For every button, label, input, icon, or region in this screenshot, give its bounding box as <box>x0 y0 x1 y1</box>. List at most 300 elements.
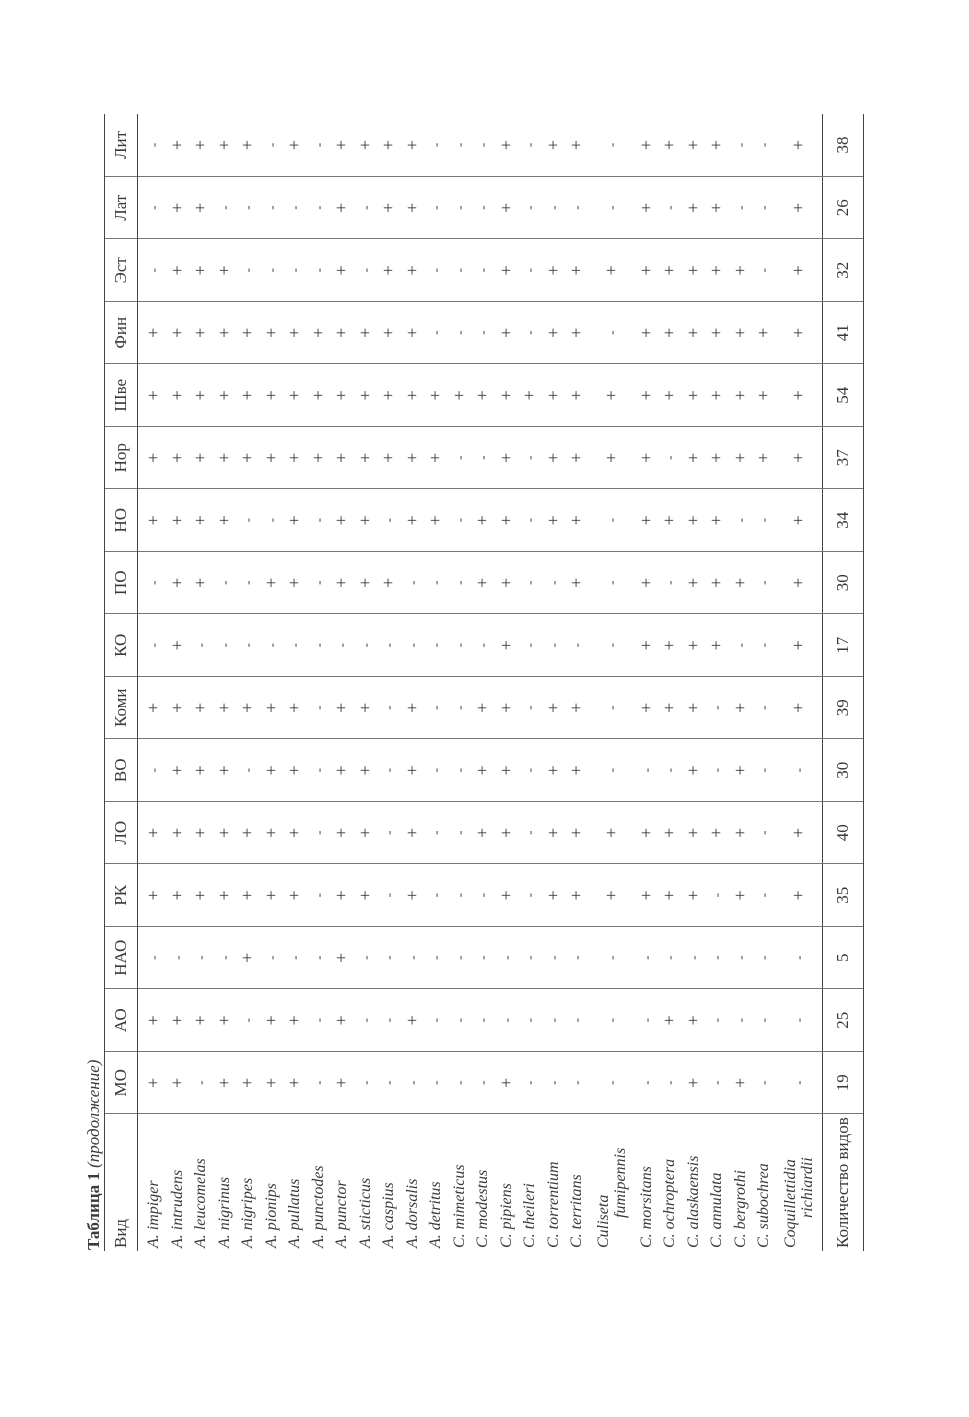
presence-cell: + <box>776 677 823 740</box>
presence-cell: + <box>283 677 307 740</box>
table-row <box>401 114 425 1251</box>
presence-cell: + <box>189 677 213 740</box>
presence-cell: + <box>236 364 260 427</box>
presence-cell: + <box>401 177 425 240</box>
presence-cell: + <box>705 239 729 302</box>
table-row <box>213 114 237 1251</box>
presence-cell: + <box>330 677 354 740</box>
presence-cell: - <box>377 677 401 740</box>
presence-cell: - <box>752 1052 776 1115</box>
header-species: Вид <box>105 1114 138 1251</box>
presence-cell: + <box>166 302 190 365</box>
presence-cell: - <box>236 739 260 802</box>
presence-cell: + <box>471 489 495 552</box>
presence-cell: + <box>401 989 425 1052</box>
presence-cell: + <box>495 364 519 427</box>
presence-cell: + <box>354 802 378 865</box>
presence-cell: - <box>658 927 682 990</box>
presence-cell: - <box>448 989 472 1052</box>
presence-cell: + <box>542 302 566 365</box>
presence-cell: + <box>330 927 354 990</box>
presence-cell: + <box>260 1052 284 1115</box>
presence-cell: + <box>658 864 682 927</box>
species-name: A. nigrinus <box>215 1176 233 1248</box>
presence-cell: + <box>166 739 190 802</box>
presence-cell: + <box>682 989 706 1052</box>
presence-cell: + <box>589 364 635 427</box>
presence-cell: + <box>330 302 354 365</box>
presence-cell: + <box>260 552 284 615</box>
presence-cell: + <box>705 177 729 240</box>
presence-cell: + <box>658 989 682 1052</box>
table-row <box>377 114 401 1251</box>
presence-cell: - <box>589 177 635 240</box>
presence-cell: + <box>495 302 519 365</box>
presence-cell: + <box>448 364 472 427</box>
header-region: Шве <box>105 364 138 427</box>
presence-cell: - <box>283 177 307 240</box>
presence-cell: - <box>424 552 448 615</box>
presence-cell: - <box>236 614 260 677</box>
species-name: C. subochrea <box>755 1163 773 1248</box>
presence-cell: - <box>589 677 635 740</box>
presence-cell: + <box>658 614 682 677</box>
presence-cell: - <box>448 302 472 365</box>
presence-cell: - <box>138 552 166 615</box>
presence-cell: - <box>424 802 448 865</box>
presence-cell: + <box>495 614 519 677</box>
presence-cell: + <box>166 239 190 302</box>
presence-cell: + <box>307 427 331 490</box>
presence-cell: - <box>213 614 237 677</box>
presence-cell: - <box>752 552 776 615</box>
species-name: A. pionips <box>262 1183 280 1248</box>
presence-cell: + <box>213 427 237 490</box>
presence-cell: + <box>705 552 729 615</box>
presence-cell: + <box>236 302 260 365</box>
caption-italic: (продолжение) <box>84 1059 103 1168</box>
presence-cell: - <box>635 927 659 990</box>
presence-cell: + <box>495 739 519 802</box>
table-row <box>729 114 753 1251</box>
presence-cell: + <box>776 302 823 365</box>
presence-cell: - <box>424 614 448 677</box>
total-count: 30 <box>822 552 863 615</box>
presence-cell: + <box>682 302 706 365</box>
presence-cell: + <box>166 1052 190 1115</box>
presence-cell: + <box>729 864 753 927</box>
total-count: 5 <box>822 927 863 990</box>
presence-cell: + <box>260 427 284 490</box>
presence-cell: + <box>658 677 682 740</box>
presence-cell: - <box>518 927 542 990</box>
header-region: Лит <box>105 114 138 177</box>
presence-cell: + <box>283 427 307 490</box>
presence-cell: + <box>283 302 307 365</box>
presence-cell: + <box>307 364 331 427</box>
presence-cell: + <box>401 427 425 490</box>
presence-cell: - <box>589 1052 635 1115</box>
presence-cell: - <box>138 614 166 677</box>
presence-cell: - <box>589 989 635 1052</box>
presence-cell: + <box>705 114 729 177</box>
presence-cell: + <box>589 239 635 302</box>
presence-cell: - <box>307 552 331 615</box>
species-name: A. caspius <box>380 1182 398 1248</box>
presence-cell: + <box>542 739 566 802</box>
presence-cell: + <box>236 802 260 865</box>
presence-cell: + <box>682 802 706 865</box>
presence-cell: - <box>213 552 237 615</box>
presence-cell: + <box>776 864 823 927</box>
presence-cell: - <box>589 302 635 365</box>
presence-cell: - <box>752 239 776 302</box>
presence-cell: + <box>776 177 823 240</box>
presence-cell: + <box>189 239 213 302</box>
presence-cell: + <box>283 864 307 927</box>
totals-label: Количество видов <box>822 1114 863 1251</box>
presence-cell: - <box>424 239 448 302</box>
presence-cell: - <box>565 927 589 990</box>
presence-cell: + <box>635 677 659 740</box>
presence-cell: + <box>377 239 401 302</box>
table-row <box>589 114 635 1251</box>
presence-cell: + <box>682 614 706 677</box>
presence-cell: + <box>307 302 331 365</box>
presence-cell: + <box>729 802 753 865</box>
presence-cell: - <box>518 177 542 240</box>
presence-cell: - <box>448 114 472 177</box>
presence-cell: - <box>542 989 566 1052</box>
presence-cell: - <box>565 177 589 240</box>
presence-cell: + <box>729 364 753 427</box>
presence-cell: + <box>283 802 307 865</box>
presence-cell: + <box>495 489 519 552</box>
presence-cell: + <box>542 677 566 740</box>
presence-cell: + <box>330 552 354 615</box>
total-count: 25 <box>822 989 863 1052</box>
presence-cell: + <box>189 427 213 490</box>
presence-cell: + <box>401 677 425 740</box>
species-name: Culiseta fumipennis <box>589 1114 635 1251</box>
presence-cell: + <box>658 489 682 552</box>
presence-cell: - <box>424 989 448 1052</box>
presence-cell: + <box>213 1052 237 1115</box>
total-count: 37 <box>822 427 863 490</box>
presence-cell: - <box>471 427 495 490</box>
presence-cell: + <box>776 614 823 677</box>
presence-cell: - <box>354 239 378 302</box>
total-count: 17 <box>822 614 863 677</box>
presence-cell: - <box>260 239 284 302</box>
species-name-cont: fumipennis <box>611 1147 629 1218</box>
presence-cell: + <box>495 864 519 927</box>
presence-cell: + <box>354 489 378 552</box>
presence-cell: + <box>189 864 213 927</box>
presence-cell: - <box>138 114 166 177</box>
presence-cell: - <box>307 239 331 302</box>
species-name: C. mimeticus <box>450 1164 468 1248</box>
presence-cell: - <box>260 927 284 990</box>
presence-cell: - <box>542 177 566 240</box>
presence-cell: + <box>682 677 706 740</box>
presence-cell: + <box>776 364 823 427</box>
presence-cell: + <box>565 427 589 490</box>
presence-cell: + <box>213 739 237 802</box>
presence-cell: + <box>377 114 401 177</box>
presence-cell: - <box>448 489 472 552</box>
presence-cell: + <box>283 552 307 615</box>
table-row <box>138 114 166 1251</box>
presence-cell: + <box>330 989 354 1052</box>
presence-cell: - <box>565 1052 589 1115</box>
presence-cell: - <box>658 1052 682 1115</box>
presence-cell: + <box>729 427 753 490</box>
presence-cell: - <box>471 239 495 302</box>
presence-cell: + <box>565 114 589 177</box>
presence-cell: - <box>471 864 495 927</box>
presence-cell: - <box>236 989 260 1052</box>
header-region: ЛО <box>105 802 138 865</box>
presence-cell: - <box>471 989 495 1052</box>
presence-cell: + <box>705 364 729 427</box>
presence-cell: + <box>236 864 260 927</box>
presence-cell: + <box>213 302 237 365</box>
table-caption <box>84 1060 104 1250</box>
presence-cell: - <box>448 927 472 990</box>
presence-cell: + <box>542 489 566 552</box>
presence-cell: - <box>377 802 401 865</box>
presence-cell: + <box>401 302 425 365</box>
presence-cell: - <box>589 614 635 677</box>
presence-cell: - <box>705 927 729 990</box>
presence-cell: - <box>401 552 425 615</box>
presence-cell: - <box>752 989 776 1052</box>
presence-cell: + <box>565 739 589 802</box>
presence-cell: + <box>138 364 166 427</box>
presence-cell: + <box>705 489 729 552</box>
presence-cell: + <box>565 864 589 927</box>
presence-cell: - <box>283 614 307 677</box>
presence-cell: + <box>635 177 659 240</box>
presence-cell: + <box>283 739 307 802</box>
presence-cell: - <box>330 614 354 677</box>
presence-cell: - <box>448 239 472 302</box>
presence-cell: + <box>565 802 589 865</box>
presence-cell: + <box>189 302 213 365</box>
presence-cell: + <box>495 552 519 615</box>
presence-cell: - <box>658 739 682 802</box>
total-count: 30 <box>822 739 863 802</box>
presence-cell: + <box>635 302 659 365</box>
header-region: КО <box>105 614 138 677</box>
species-name: A. detritus <box>427 1181 445 1248</box>
presence-cell: + <box>635 864 659 927</box>
presence-cell: + <box>495 677 519 740</box>
table-row <box>518 114 542 1251</box>
presence-cell: - <box>752 927 776 990</box>
presence-cell: + <box>589 802 635 865</box>
presence-cell: + <box>682 364 706 427</box>
presence-cell: - <box>424 927 448 990</box>
presence-cell: + <box>377 177 401 240</box>
presence-cell: - <box>776 1052 823 1115</box>
presence-cell: + <box>330 427 354 490</box>
species-name: C. alaskaensis <box>684 1155 702 1248</box>
presence-cell: - <box>138 739 166 802</box>
presence-cell: + <box>166 177 190 240</box>
presence-cell: - <box>424 677 448 740</box>
presence-cell: + <box>189 552 213 615</box>
species-name: A. pullatus <box>286 1178 304 1248</box>
presence-cell: + <box>330 802 354 865</box>
presence-cell: + <box>658 364 682 427</box>
presence-cell: - <box>518 552 542 615</box>
presence-cell: + <box>635 114 659 177</box>
presence-cell: + <box>752 302 776 365</box>
presence-cell: + <box>635 427 659 490</box>
presence-cell: - <box>448 677 472 740</box>
presence-cell: - <box>518 677 542 740</box>
species-name: C. annulata <box>708 1172 726 1248</box>
presence-cell: + <box>166 614 190 677</box>
presence-cell: + <box>424 489 448 552</box>
presence-cell: - <box>377 927 401 990</box>
species-name: A. intrudens <box>168 1169 186 1248</box>
presence-cell: - <box>401 927 425 990</box>
species-name: A. dorsalis <box>403 1178 421 1248</box>
presence-cell: - <box>518 864 542 927</box>
presence-cell: + <box>354 552 378 615</box>
presence-cell: - <box>138 177 166 240</box>
table-row <box>682 114 706 1251</box>
presence-cell: + <box>166 114 190 177</box>
presence-cell: - <box>729 489 753 552</box>
presence-cell: + <box>401 864 425 927</box>
table-row <box>424 114 448 1251</box>
presence-cell: + <box>682 1052 706 1115</box>
presence-cell: - <box>471 114 495 177</box>
presence-cell: - <box>377 489 401 552</box>
presence-cell: - <box>635 1052 659 1115</box>
presence-cell: + <box>166 989 190 1052</box>
presence-cell: - <box>307 489 331 552</box>
species-name: A. sticticus <box>356 1177 374 1248</box>
presence-cell: + <box>354 364 378 427</box>
presence-cell: - <box>138 239 166 302</box>
presence-cell: + <box>166 677 190 740</box>
presence-cell: - <box>377 739 401 802</box>
presence-cell: - <box>213 177 237 240</box>
presence-cell: + <box>635 364 659 427</box>
presence-cell: + <box>260 864 284 927</box>
presence-cell: + <box>565 239 589 302</box>
presence-cell: - <box>307 677 331 740</box>
total-count: 41 <box>822 302 863 365</box>
presence-cell: - <box>424 864 448 927</box>
presence-cell: - <box>705 677 729 740</box>
presence-cell: - <box>776 927 823 990</box>
presence-cell: - <box>307 802 331 865</box>
table-row <box>495 114 519 1251</box>
presence-cell: + <box>565 552 589 615</box>
presence-cell: + <box>138 989 166 1052</box>
presence-cell: + <box>213 802 237 865</box>
table-row <box>542 114 566 1251</box>
presence-cell: + <box>682 864 706 927</box>
table-row <box>752 114 776 1251</box>
table-body <box>138 114 823 1251</box>
presence-cell: - <box>354 989 378 1052</box>
presence-cell: - <box>189 1052 213 1115</box>
presence-cell: - <box>495 927 519 990</box>
presence-cell: - <box>307 739 331 802</box>
presence-cell: - <box>518 989 542 1052</box>
totals-row <box>822 114 863 1251</box>
presence-cell: - <box>729 177 753 240</box>
presence-cell: - <box>518 239 542 302</box>
presence-cell: - <box>307 177 331 240</box>
table-row <box>776 114 823 1251</box>
species-name: A. punctor <box>333 1180 351 1248</box>
presence-cell: - <box>518 739 542 802</box>
presence-cell: + <box>330 864 354 927</box>
presence-cell: - <box>377 864 401 927</box>
presence-cell: + <box>260 989 284 1052</box>
presence-cell: - <box>589 739 635 802</box>
presence-cell: - <box>729 927 753 990</box>
presence-cell: + <box>518 364 542 427</box>
presence-cell: - <box>307 927 331 990</box>
presence-cell: + <box>542 802 566 865</box>
presence-cell: + <box>236 427 260 490</box>
presence-cell: + <box>471 364 495 427</box>
presence-cell: + <box>138 489 166 552</box>
table-row <box>354 114 378 1251</box>
presence-cell: - <box>589 489 635 552</box>
presence-cell: + <box>565 489 589 552</box>
presence-cell: + <box>542 114 566 177</box>
presence-cell: + <box>354 427 378 490</box>
presence-cell: - <box>752 114 776 177</box>
header-region: Коми <box>105 677 138 740</box>
presence-cell: + <box>138 802 166 865</box>
presence-cell: + <box>166 427 190 490</box>
presence-cell: - <box>236 239 260 302</box>
presence-cell: + <box>260 677 284 740</box>
presence-cell: - <box>401 1052 425 1115</box>
presence-cell: - <box>471 302 495 365</box>
presence-cell: + <box>260 802 284 865</box>
presence-cell: - <box>448 864 472 927</box>
presence-cell: - <box>307 989 331 1052</box>
presence-cell: - <box>729 989 753 1052</box>
presence-cell: + <box>213 364 237 427</box>
presence-cell: - <box>705 1052 729 1115</box>
table-row <box>236 114 260 1251</box>
header-region: Лат <box>105 177 138 240</box>
presence-cell: - <box>236 552 260 615</box>
presence-cell: + <box>401 364 425 427</box>
presence-cell: - <box>705 739 729 802</box>
header-region: РК <box>105 864 138 927</box>
species-name: A. leucomelas <box>192 1158 210 1248</box>
presence-cell: - <box>307 1052 331 1115</box>
presence-cell: + <box>658 114 682 177</box>
presence-cell: + <box>189 489 213 552</box>
presence-cell: + <box>589 864 635 927</box>
total-count: 35 <box>822 864 863 927</box>
